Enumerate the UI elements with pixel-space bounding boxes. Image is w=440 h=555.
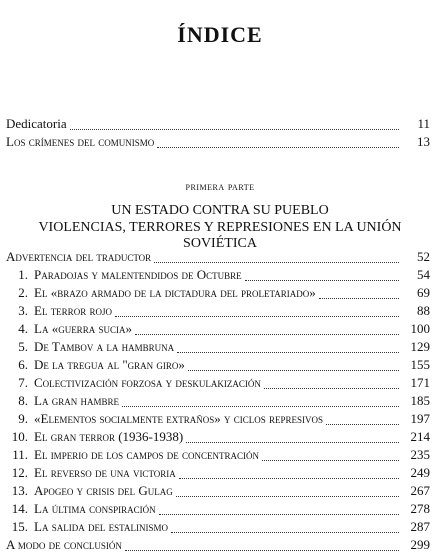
- toc-text: «Elementos socialmente extraños» y ciclos represivos: [34, 411, 324, 426]
- toc-leader-dots: [186, 441, 399, 443]
- toc-text: La salida del estalinismo: [34, 519, 168, 534]
- toc-text: El reverso de una victoria: [34, 465, 176, 480]
- toc-text: La última conspiración: [34, 501, 156, 516]
- toc-page-number: 249: [410, 465, 430, 480]
- toc-page-number: 214: [410, 429, 430, 444]
- toc-leader-dots: [319, 297, 399, 299]
- toc-row: [6, 537, 430, 555]
- toc-page-number: 13: [417, 134, 430, 149]
- toc-page-number: 267: [410, 483, 430, 498]
- toc-text: Paradojas y malentendidos de Octubre: [34, 267, 242, 282]
- toc-number: 4.: [18, 321, 28, 336]
- toc-row: [6, 375, 430, 393]
- toc-page-number: 11: [417, 116, 430, 131]
- toc-page-number: 299: [410, 537, 430, 552]
- toc-leader-dots: [177, 351, 399, 353]
- toc-leader-dots: [188, 369, 399, 371]
- toc-number: 2.: [18, 285, 28, 300]
- toc-page-number: 185: [410, 393, 430, 408]
- part-title-line2: VIOLENCIAS, TERRORES Y REPRESIONES EN LA UNIÓN SOVIÉTICA: [38, 220, 402, 251]
- toc-number: 14.: [11, 501, 28, 516]
- part-title-line1: UN ESTADO CONTRA SU PUEBLO: [111, 203, 329, 218]
- toc-row: [6, 249, 430, 267]
- toc-row: [6, 321, 430, 339]
- toc-number: 11.: [12, 447, 28, 462]
- toc-number: 1.: [18, 267, 28, 282]
- toc-leader-dots: [179, 477, 399, 479]
- toc-number: 9.: [18, 411, 28, 426]
- toc-leader-dots: [122, 405, 399, 407]
- toc-text: De Tambov a la hambruna: [34, 339, 175, 354]
- toc-leader-dots: [135, 333, 399, 335]
- toc-text: La «guerra sucia»: [34, 321, 132, 336]
- toc-text: El gran terror (1936-1938): [34, 429, 184, 444]
- toc-text: Advertencia del traductor: [6, 249, 152, 264]
- toc-row: [6, 465, 430, 483]
- toc-row: [6, 116, 430, 134]
- toc-text: Apogeo y crisis del Gulag: [34, 483, 173, 498]
- toc-number: 15.: [11, 519, 28, 534]
- toc-row: [6, 393, 430, 411]
- toc-text: A modo de conclusión: [6, 537, 122, 552]
- toc-row: [6, 483, 430, 501]
- toc-entries-list: [6, 249, 430, 555]
- front-matter-list: [6, 116, 430, 152]
- toc-text: El terror rojo: [34, 303, 112, 318]
- toc-leader-dots: [154, 261, 399, 263]
- toc-leader-dots: [176, 495, 399, 497]
- toc-page-number: 197: [410, 411, 430, 426]
- toc-number: 5.: [18, 339, 28, 354]
- part-label: primera parte: [185, 181, 255, 193]
- toc-row: [6, 447, 430, 465]
- toc-page-number: 171: [410, 375, 430, 390]
- toc-text: Colectivización forzosa y deskulakización: [34, 375, 261, 390]
- toc-page-number: 235: [410, 447, 430, 462]
- toc-text: La gran hambre: [34, 393, 119, 408]
- toc-number: 8.: [18, 393, 28, 408]
- toc-page-number: 69: [417, 285, 430, 300]
- toc-leader-dots: [245, 279, 399, 281]
- toc-leader-dots: [125, 549, 399, 551]
- page-title: ÍNDICE: [177, 22, 263, 47]
- toc-row: [6, 411, 430, 429]
- toc-number: 12.: [11, 465, 28, 480]
- toc-text: El imperio de los campos de concentración: [34, 447, 259, 462]
- toc-row: [6, 501, 430, 519]
- toc-row: [6, 339, 430, 357]
- toc-row: [6, 134, 430, 152]
- toc-text: El «brazo armado de la dictadura del proletariado»: [34, 285, 316, 300]
- toc-leader-dots: [264, 387, 399, 389]
- toc-leader-dots: [326, 423, 399, 425]
- toc-page-number: 52: [417, 249, 430, 264]
- toc-page-number: 100: [410, 321, 430, 336]
- toc-leader-dots: [157, 146, 399, 148]
- toc-leader-dots: [171, 531, 399, 533]
- toc-number: 6.: [18, 357, 28, 372]
- toc-row: [6, 267, 430, 285]
- toc-page-number: 287: [410, 519, 430, 534]
- toc-number: 7.: [18, 375, 28, 390]
- toc-text: Los crímenes del comunismo: [6, 134, 155, 149]
- toc-leader-dots: [262, 459, 399, 461]
- toc-page-number: 54: [417, 267, 430, 282]
- toc-row: [6, 357, 430, 375]
- toc-leader-dots: [159, 513, 399, 515]
- toc-leader-dots: [115, 315, 399, 317]
- toc-row: [6, 285, 430, 303]
- toc-text: De la tregua al "gran giro»: [34, 357, 185, 372]
- toc-page-number: 155: [410, 357, 430, 372]
- toc-page-number: 88: [417, 303, 430, 318]
- toc-page-number: 278: [410, 501, 430, 516]
- toc-number: 10.: [11, 429, 28, 444]
- toc-text: Dedicatoria: [6, 116, 67, 131]
- toc-row: [6, 303, 430, 321]
- toc-page-number: 129: [410, 339, 430, 354]
- toc-row: [6, 429, 430, 447]
- toc-number: 13.: [11, 483, 28, 498]
- toc-number: 3.: [18, 303, 28, 318]
- toc-leader-dots: [70, 128, 399, 130]
- toc-row: [6, 519, 430, 537]
